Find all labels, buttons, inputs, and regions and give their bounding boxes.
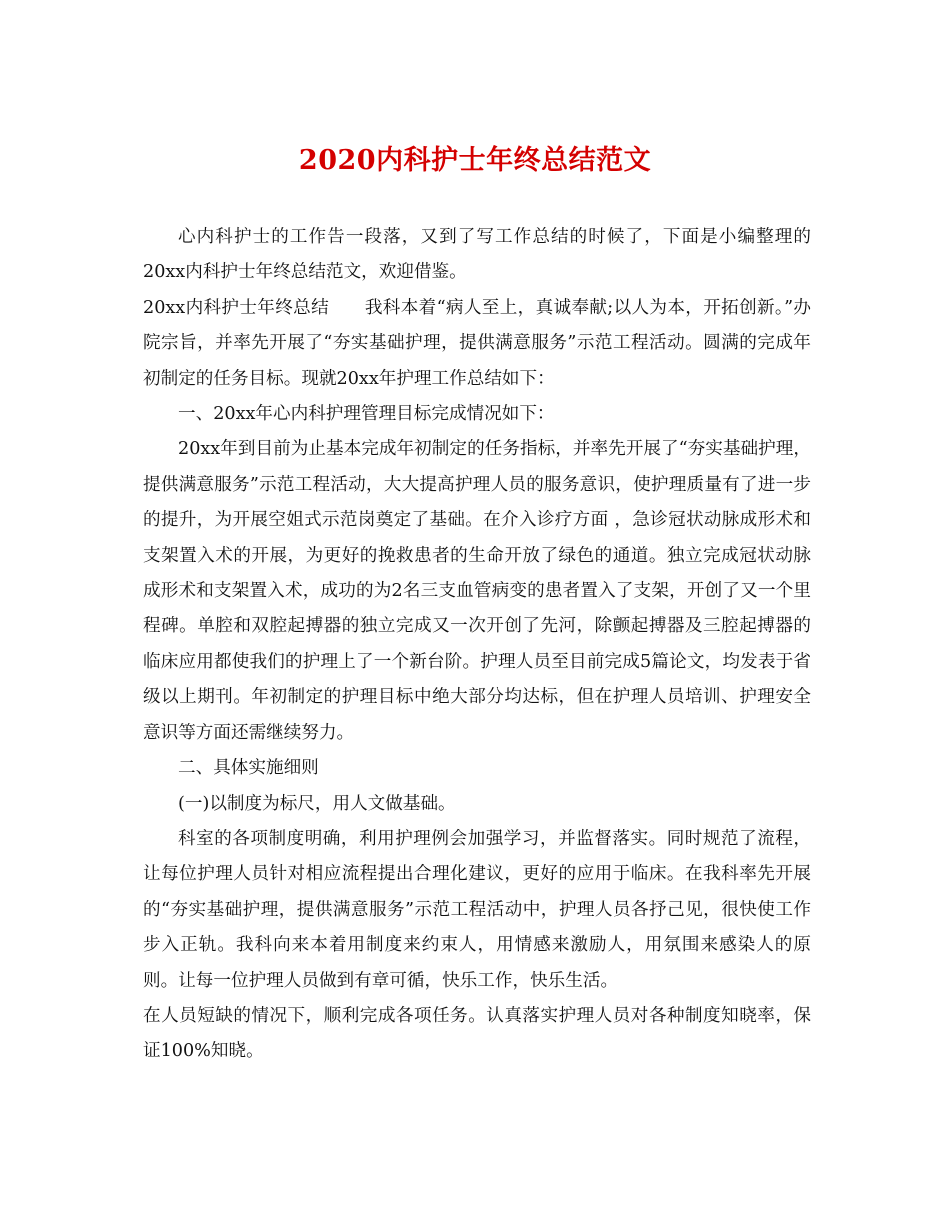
paragraph-summary-opening: 20xx内科护士年终总结 我科本着“病人至上，真诚奉献;以人为本，开拓创新。”办院宗旨，并率先开展了“夯实基础护理，提供满意服务”示范工程活动。圆满的完成年初制定的任务目标。现就20xx年护理工作总结如下： <box>143 297 811 389</box>
paragraph-goal-completion: 20xx年到目前为止基本完成年初制定的任务指标，并率先开展了“夯实基础护理，提供满意服务”示范工程活动，大大提高护理人员的服务意识，使护理质量有了进一步的提升，为开展空姐式示范岗奠定了基础。在介入诊疗方面 ，急诊冠状动脉成形术和支架置入术的开展，为更好的挽救患者的生命开放了绿色的通道。独立完成冠状动脉成形术和支架置入术，成功的为2名三支血管病变的患者置入了支架，开创了又一个里程碑。单腔和双腔起搏器的独立完成又一次开创了先河，除颤起搏器及三腔起搏器的临床应用都使我们的护理上了一个新台阶。护理人员至目前完成5篇论文，均发表于省级以上期刊。年初制定的护理目标中绝大部分均达标，但在护理人员培训、护理安全意识等方面还需继续努力。 <box>143 439 811 743</box>
paragraph-staffing: 在人员短缺的情况下，顺利完成各项任务。认真落实护理人员对各种制度知晓率，保证100%知晓。 <box>143 1005 811 1062</box>
section-heading-1: 一、20xx年心内科护理管理目标完成情况如下： <box>178 404 555 425</box>
subsection-heading-1: (一)以制度为标尺，用人文做基础。 <box>178 793 456 814</box>
section-heading-2: 二、具体实施细则 <box>178 758 319 779</box>
document-title: 2020内科护士年终总结范文 <box>298 145 652 176</box>
document-body <box>143 220 811 1070</box>
paragraph-intro: 心内科护士的工作告一段落，又到了写工作总结的时候了，下面是小编整理的20xx内科护士年终总结范文，欢迎借鉴。 <box>143 227 811 283</box>
paragraph-rules: 科室的各项制度明确，利用护理例会加强学习，并监督落实。同时规范了流程，让每位护理人员针对相应流程提出合理化建议，更好的应用于临床。在我科率先开展的“夯实基础护理，提供满意服务”示范工程活动中，护理人员各抒己见，很快使工作步入正轨。我科向来本着用制度来约束人，用情感来激励人，用氛围来感染人的原则。让每一位护理人员做到有章可循，快乐工作，快乐生活。 <box>143 828 811 991</box>
